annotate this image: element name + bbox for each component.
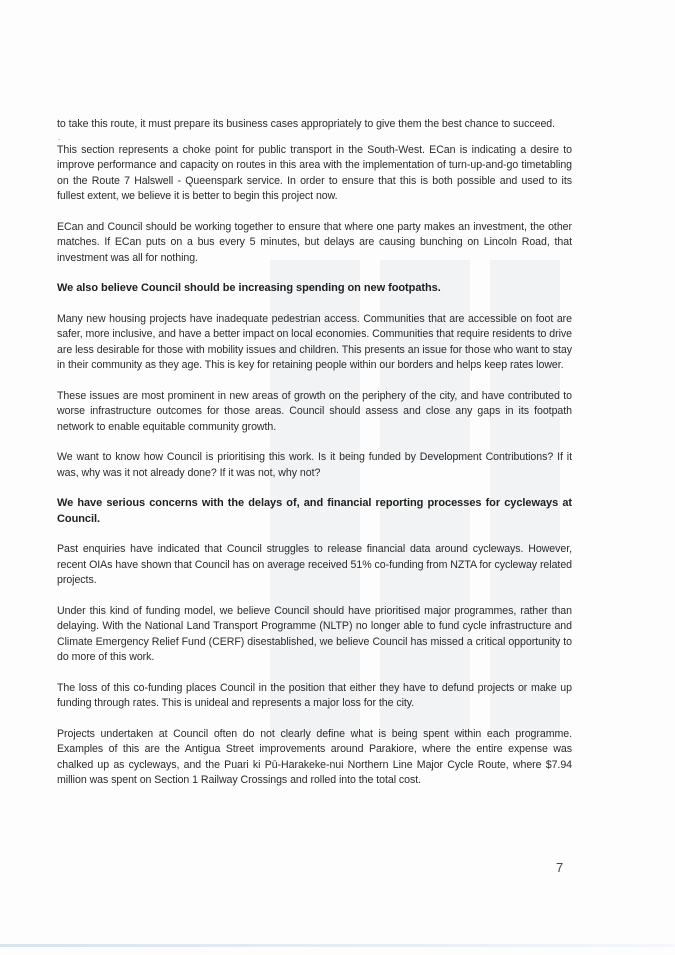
- heading-footpaths: We also believe Council should be increasing spending on new footpaths.: [57, 282, 441, 294]
- paragraph-pedestrian-access: Many new housing projects have inadequate pedestrian access. Communities that are accessible on foot are safer, more inclusive, and have a better impact on local economies. Communities that require residents to drive are less desirable for those with mobility issues and children. This presents an issue for those who want to stay in their community as they age. This is key for retaining people within our borders and helps keep rates lower.: [57, 312, 572, 371]
- paragraph-ecan-council: ECan and Council should be working together to ensure that where one party makes an investment, the other matches. If ECan puts on a bus every 5 minutes, but delays are causing bunching on Lincoln Road, that investment was all for nothing.: [57, 220, 572, 264]
- stray-dot: .: [58, 132, 61, 142]
- document-body: [57, 117, 572, 789]
- paragraph-growth-periphery: These issues are most prominent in new areas of growth on the periphery of the city, and have contributed to worse infrastructure outcomes for those areas. Council should assess and close any gaps in its footpath network to enable equitable community growth.: [57, 389, 572, 433]
- heading-cycleways: We have serious concerns with the delays of, and financial reporting processes for cycleways at Council.: [57, 497, 572, 525]
- paragraph-financial-data: Past enquiries have indicated that Council struggles to release financial data around cycleways. However, recent OIAs have shown that Council has on average received 51% co-funding from NZTA for cycleway related projects.: [57, 543, 572, 586]
- paragraph-funding-model: Under this kind of funding model, we believe Council should have prioritised major programmes, rather than delaying. With the National Land Transport Programme (NLTP) no longer able to fund cycle infrastructure and Climate Emergency Relief Fund (CERF) disestablished, we believe Council has missed a critical opportunity to do more of this work.: [57, 604, 572, 663]
- paragraph-project-definitions: Projects undertaken at Council often do not clearly define what is being spent within each programme. Examples of this are the Antigua Street improvements around Parakiore, where the entire expense was chalked up as cycleways, and the Puari ki Pū-Harakeke-nui Northern Line Major Cycle Route, where $7.94 million was spent on Section 1 Railway Crossings and rolled into the total cost.: [57, 727, 572, 786]
- paragraph-prioritising-work: We want to know how Council is prioritising this work. Is it being funded by Development Contributions? If it was, why was it not already done? If it was not, why not?: [57, 451, 572, 479]
- paragraph-choke-point: This section represents a choke point for public transport in the South-West. ECan is indicating a desire to improve performance and capacity on routes in this area with the implementation of turn-up-and-go timetabling on the Route 7 Halswell - Queenspark service. In order to ensure that this is both possible and used to its fullest extent, we believe it is better to begin this project now.: [57, 143, 572, 202]
- paragraph-route-business-case: to take this route, it must prepare its business cases appropriately to give them the best chance to succeed.: [57, 118, 556, 130]
- paragraph-co-funding-loss: The loss of this co-funding places Council in the position that either they have to defund projects or make up funding through rates. This is unideal and represents a major loss for the city.: [57, 681, 572, 709]
- stray-mark: [57, 133, 572, 143]
- page-number: 7: [556, 860, 564, 875]
- bottom-edge-rule: [0, 944, 675, 947]
